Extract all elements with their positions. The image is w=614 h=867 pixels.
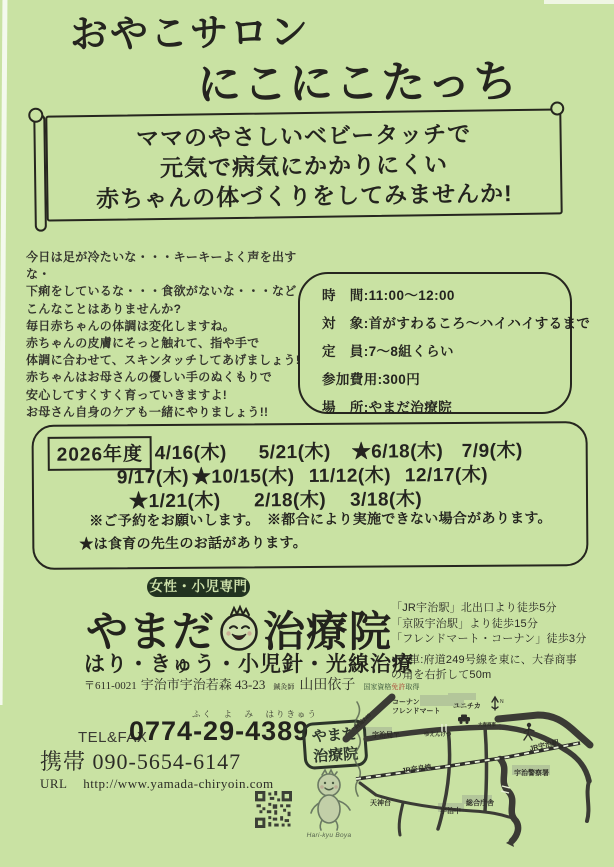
page-title-line1: おやこサロン <box>69 11 311 57</box>
mascot-caption: Hari-kyu Boya <box>306 832 352 839</box>
map-label-konan2: フレンドマート <box>392 708 441 715</box>
schedule-date: ★1/21(木) <box>128 490 221 513</box>
map-label-oharu-shoji: 大春商事 <box>478 722 496 727</box>
schedule-date: 3/18(木) <box>349 489 423 511</box>
intro-line: 安心してすくすく育っていきますよ! <box>26 387 228 402</box>
schedule-date: 9/17(木) <box>116 466 190 489</box>
detail-place: 場 所:やまだ治療院 <box>322 400 452 415</box>
tel-label: TEL&FAX <box>78 729 148 746</box>
map-label-uji-junior-high: 宇治中 <box>440 808 461 815</box>
detail-target: 対 象:首がすわるころ〜ハイハイするまで <box>322 316 591 331</box>
map-badge-line2: 治療院 <box>312 745 359 766</box>
schedule-date: ★10/15(木) <box>191 466 295 488</box>
access-info <box>391 601 609 684</box>
url-label: URL <box>40 776 68 791</box>
map-label-police: 宇治警察署 <box>514 770 549 777</box>
intro-paragraph <box>26 249 306 421</box>
clinic-name-left: やまだ <box>86 608 216 655</box>
clinic-services: はり・きゅう・小児針・光線治療 <box>84 653 414 676</box>
license-note-part: 免許 <box>391 683 406 691</box>
specialty-badge: 女性・小児専門 <box>147 577 250 597</box>
schedule-date: 4/16(木) <box>154 442 227 465</box>
detail-fee: 参加費用:300円 <box>322 372 421 387</box>
map-label-tenjindai: 天神台 <box>370 800 391 807</box>
intro-line: 今日は足が冷たいな・・・キーキーよく声を出すな・ <box>26 250 297 282</box>
scan-edge-left <box>0 0 7 705</box>
map-label-route249: 府道249 <box>353 712 373 731</box>
access-line: 「京阪宇治駅」より徒歩15分 <box>391 617 539 630</box>
mobile-row <box>40 745 241 776</box>
car-icon <box>458 715 470 725</box>
schedule-date: ★6/18(木) <box>351 441 444 463</box>
qr-code <box>255 791 292 828</box>
license-note-part: 国家資格 <box>363 683 392 691</box>
page-title-line2: にこにこたっち <box>196 57 520 110</box>
intro-line: 体調に合わせて、スキンタッチしてあげましょう! <box>26 353 301 368</box>
scroll-curl-top-right-icon <box>550 101 564 115</box>
schedule-date: 5/21(木) <box>258 441 331 464</box>
schedule-note-reservation: ※ご予約をお願いします。 ※都合により実施できない場合があります。 <box>89 509 552 529</box>
scroll-banner <box>45 108 562 221</box>
scan-edge-top-right <box>544 0 614 4</box>
banner-line1: ママのやさしいベビータッチで <box>135 120 472 152</box>
map-label-jr-nara-line: JR奈良線 <box>401 764 432 775</box>
schedule-date: 11/12(木) <box>308 465 392 488</box>
mobile-label: 携帯 <box>40 749 87 774</box>
clinic-name-right: 治療院 <box>263 608 393 655</box>
schedule-note-star: ★は食育の先生のお話があります。 <box>79 534 308 552</box>
license-note <box>363 683 419 691</box>
license-note-part: 取得 <box>405 683 420 691</box>
intro-line: 赤ちゃんの皮膚にそっと触れて、指や手で <box>26 336 260 351</box>
map-label-jr-uji-station: JR宇治駅 <box>528 739 560 753</box>
map-label-north: N <box>500 699 504 705</box>
map-label-post-office: 宇治局〒 <box>372 732 400 739</box>
schedule-date: 2/18(木) <box>253 489 327 512</box>
area-map <box>348 693 614 867</box>
map-label-government-office: 総合庁舎 <box>466 800 494 807</box>
access-line: 「JR宇治駅」北出口より徒歩5分 <box>391 602 557 614</box>
map-label-yuengetsu: ゆえんげつ <box>424 732 452 738</box>
intro-line: 下痢をしているな・・・食欲がないな・・・など <box>26 284 297 299</box>
url-row <box>40 776 274 792</box>
street-address: 宇治市宇治若森 43-23 <box>140 677 266 692</box>
practitioner-name: 山田依子 <box>299 678 356 693</box>
mobile-number: 090-5654-6147 <box>92 749 242 774</box>
baby-face-logo-icon <box>218 606 260 652</box>
map-badge-line1: やまだ <box>311 725 358 746</box>
schedule-year-label: 2026年度 <box>48 436 153 471</box>
clinic-address-row <box>84 674 419 694</box>
map-label-konan1: コーナン <box>392 699 420 706</box>
postal-code: 〒611-0021 <box>84 680 137 692</box>
intro-line: 赤ちゃんはお母さんの優しい手のぬくもりで <box>26 370 273 385</box>
north-arrow-icon <box>492 697 498 710</box>
detail-capacity: 定 員:7〜8組くらい <box>322 344 454 359</box>
detail-time: 時 間:11:00〜12:00 <box>322 288 455 303</box>
scroll-roll-left <box>33 114 47 232</box>
schedule-date: 7/9(木) <box>461 440 523 462</box>
access-line: ●お車:府道249号線を東に、大春商事 <box>391 653 577 666</box>
practitioner-title: 鍼灸師 <box>273 683 295 691</box>
schedule-date: 12/17(木) <box>404 464 489 487</box>
banner-line2: 元気で病気にかかりにくい <box>159 150 449 182</box>
access-line: 「フレンドマート・コーナン」徒歩3分 <box>391 633 587 645</box>
tel-number: 0774-29-4389 <box>129 716 310 746</box>
intro-line: お母さん自身のケアも一緒にやりましょう!! <box>26 404 269 419</box>
banner-text <box>47 117 560 214</box>
tel-furigana: ふく よ み はりきゅう <box>192 709 319 719</box>
map-label-unichika: ユニチカ <box>453 703 481 710</box>
intro-line: こんなことはありませんか? <box>26 301 182 316</box>
url-value: http://www.yamada-chiryoin.com <box>83 776 274 791</box>
schedule-box <box>32 421 589 570</box>
event-details-box <box>298 272 591 415</box>
banner-line3: 赤ちゃんの体づくりをしてみませんか! <box>95 180 513 212</box>
intro-line: 毎日赤ちゃんの体調は変化しますね。 <box>26 318 236 333</box>
access-line: の角を右折して50m <box>391 669 492 681</box>
